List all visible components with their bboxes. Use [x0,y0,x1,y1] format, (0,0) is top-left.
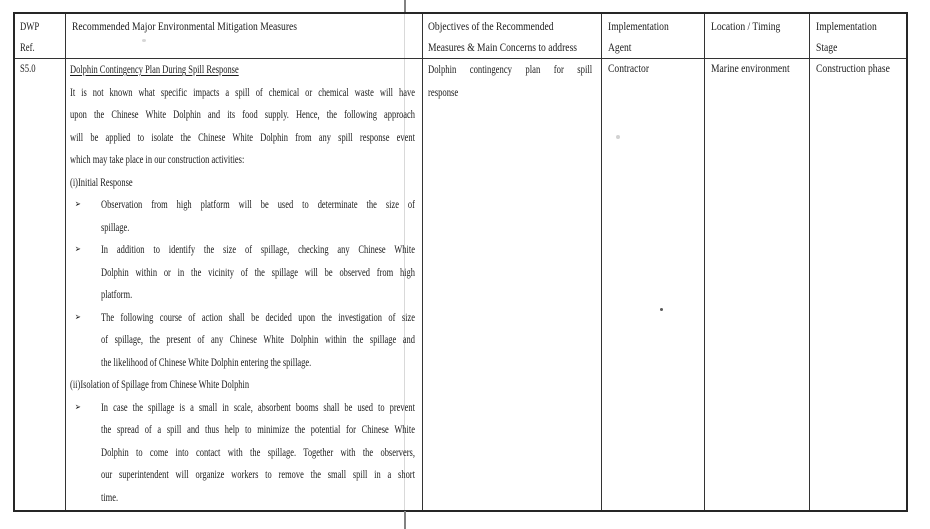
paragraph-line: It is not known what specific impacts a spill of chemical or chemical waste will have [70,84,415,99]
scan-speck [616,135,620,139]
header-line: Stage [816,39,838,54]
bullet-text-line: Dolphin within or in the vicinity of the spillage will be observed from high [100,264,415,279]
bullet-text-line: ➢ The following course of action shall be decided upon the investigation of size [70,306,415,329]
header-implementation-agent [602,14,705,59]
bullet-text-line: ➢ In case the spillage is a small in scale, absorbent booms shall be used to prevent [70,396,415,419]
section-label: (i)Initial Response [70,174,133,189]
header-dwp-ref [15,14,66,59]
section-label: (ii)Isolation of Spillage from Chinese White Dolphin [70,377,250,391]
bullet-text-line: ➢ Observation from high platform will be used to determinate the size of [70,193,415,216]
cell-dwp-ref [15,59,66,510]
bullet-text-line: Dolphin to come into contact with the spillage. Together with the observers, [100,444,415,459]
header-line: Agent [608,39,632,54]
cell-implementation-stage [810,59,906,510]
header-line: DWP [20,19,40,33]
objective-line: Dolphin contingency plan for spill [428,62,593,76]
header-location-timing [705,14,810,59]
scan-speck [142,39,146,42]
measures-content [70,59,415,508]
cell-mitigation-measures [66,59,423,510]
header-mitigation-measures [66,14,423,59]
cell-implementation-agent [602,59,705,510]
paragraph-line: will be applied to isolate the Chinese White Dolphin from any spill response event [70,129,415,144]
header-line: Recommended Major Environmental Mitigation Measures [72,19,298,33]
objective-line: response [428,84,459,99]
bullet-text-line: time. [100,489,119,504]
page-fold-tick-top [404,0,406,12]
measure-title: Dolphin Contingency Plan During Spill Response [70,62,239,76]
bullet-arrow-icon: ➢ [74,401,81,413]
bullet-arrow-icon: ➢ [74,244,81,255]
scan-speck [660,308,663,311]
header-line: Measures & Main Concerns to address [428,39,578,54]
header-line: Implementation [816,19,877,33]
header-line: Objectives of the Recommended [428,19,554,33]
header-implementation-stage [810,14,906,59]
bullet-text-line: spillage. [100,219,130,234]
agent-value: Contractor [608,61,650,75]
header-objectives [423,14,602,59]
cell-location-timing [705,59,810,510]
stage-value: Construction phase [816,61,890,75]
bullet-arrow-icon: ➢ [74,199,81,210]
header-line: Implementation [608,19,669,33]
cell-objectives [423,59,602,510]
header-line: Location / Timing [711,19,781,33]
bullet-text-line: ➢ In addition to identify the size of spillage, checking any Chinese White [70,238,415,261]
bullet-text-line: the spread of a spill and thus help to minimize the potential for Chinese White [100,422,415,436]
objectives-content [428,59,592,103]
mitigation-schedule-table [13,12,908,512]
bullet-arrow-icon: ➢ [74,311,81,323]
dwp-ref-value: S5.0 [20,61,36,75]
header-line: Ref. [20,39,35,54]
paragraph-line: which may take place in our construction activities: [70,152,245,166]
bullet-text-line: our superintendent will organize workers to remove the small spill in a short [100,467,415,481]
page-fold-tick-bottom [404,511,406,529]
bullet-text-line: the likelihood of Chinese White Dolphin entering the spillage. [100,354,312,369]
bullet-text-line: of spillage, the present of any Chinese White Dolphin within the spillage and [100,332,415,346]
bullet-text-line: platform. [100,287,133,301]
paragraph-line: upon the Chinese White Dolphin and its food supply. Hence, the following approach [70,107,415,121]
location-value: Marine environment [711,61,790,75]
